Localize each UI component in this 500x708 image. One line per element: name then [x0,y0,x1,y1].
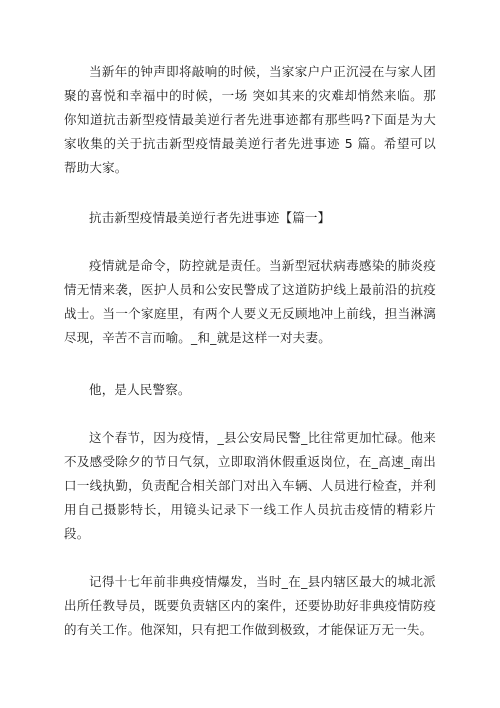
body-paragraph-sars-memory: 记得十七年前非典疫情爆发，当时_在_县内辖区最大的城北派出所任教导员，既要负责辖区内的案件，还要协助好非典疫情防疫的有关工作。他深知，只有把工作做到极致，才能保证万无一失。 [64,574,436,637]
body-paragraph-epidemic-command: 疫情就是命令，防控就是责任。当新型冠状病毒感染的肺炎疫情无情来袭，医护人员和公安民警成了这道防护线上最前沿的抗疫战士。当一个家庭里，有两个人要义无反顾地冲上前线，担当淋漓尽现，辛苦不言而喻。_和_就是这样一对夫妻。 [64,258,436,345]
body-paragraph-he-is-police: 他，是人民警察。 [89,382,191,397]
section-heading: 抗击新型疫情最美逆行者先进事迹【篇一】 [89,210,331,225]
body-paragraph-spring-festival: 这个春节，因为疫情，_县公安局民警_比往常更加忙碌。他来不及感受除夕的节日气氛，立即取消休假重返岗位，在_高速_南出口一线执勤，负责配合相关部门对出入车辆、人员进行检查，并利用自己摄影特长，用镜头记录下一线工作人员抗击疫情的精彩片段。 [64,430,436,541]
intro-paragraph: 当新年的钟声即将敲响的时候，当家家户户正沉浸在与家人团聚的喜悦和幸福中的时候，一场 突如其来的灾难却悄然来临。那你知道抗击新型疫情最美逆行者先进事迹都有那些吗?下面是为大家收集的关于抗击新型疫情最美逆行者先进事迹 5 篇。希望可以帮助大家。 [64,64,436,175]
